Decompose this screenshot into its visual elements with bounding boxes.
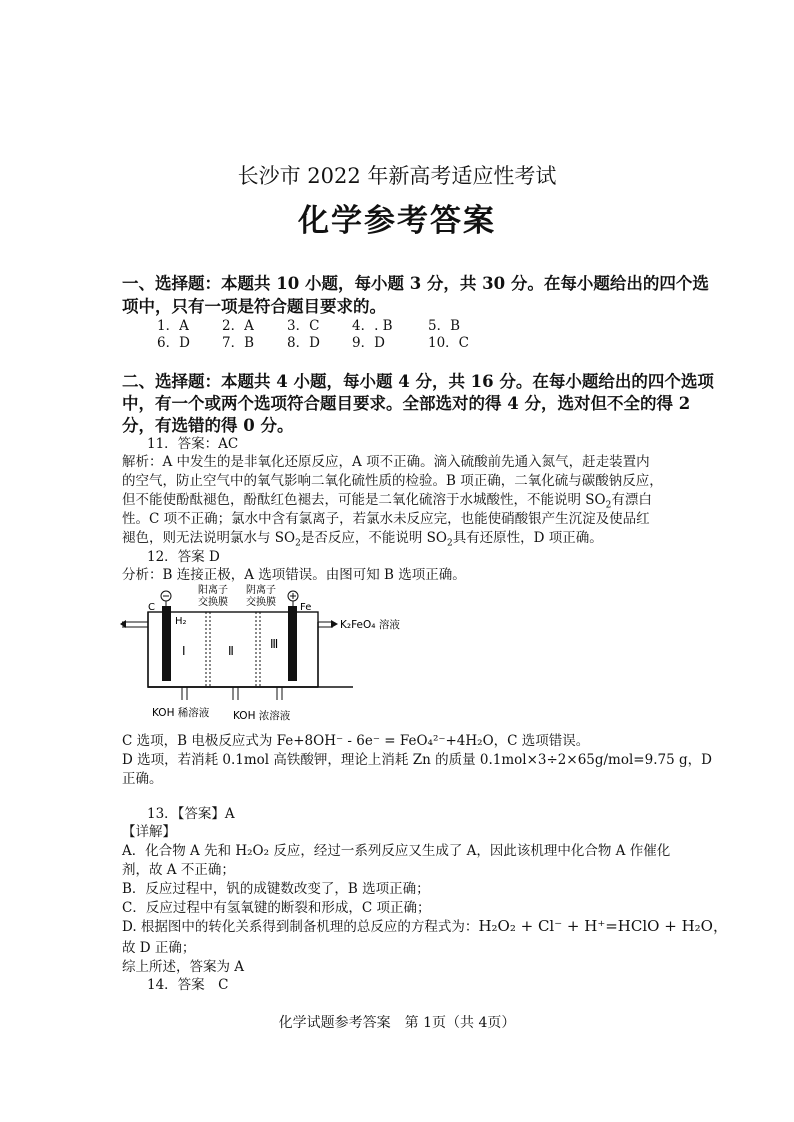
q12-analysis: 分析：B 连接正极，A 选项错误。由图可知 B 选项正确。 — [122, 567, 466, 583]
q13-line: B．反应过程中，钒的成键数改变了，B 选项正确； — [122, 881, 430, 897]
q13-summary: 综上所述，答案为 A — [122, 959, 245, 975]
q11-line: 褪色，则无法说明氯水与 $SO_2$是否反应，不能说明 $SO_2$具有还原性，D 项正确。 — [122, 530, 603, 549]
q14-answer: 14．答案 C — [147, 977, 229, 993]
section1-heading-line2: 项中，只有一项是符合题目要求的。 — [122, 297, 386, 316]
arrow-right-icon — [331, 620, 338, 628]
exam-title: 长沙市 2022 年新高考适应性考试 — [237, 164, 557, 188]
equation: H₂O₂ + Cl⁻ + H⁺=HClO + H₂O， — [478, 917, 728, 935]
q13-answer: 13．【答案】A — [147, 806, 235, 822]
q11-line: 解析：A 中发生的是非氧化还原反应，A 项不正确。滴入硫酸前先通入氮气，赶走装置内 — [122, 454, 650, 470]
q13-line: A．化合物 A 先和 H₂O₂ 反应，经过一系列反应又生成了 A，因此该机理中化合物 A 作催化 — [122, 843, 671, 859]
cell-3-label: Ⅲ — [270, 637, 279, 651]
q11-line: 但不能使酚酞褪色，酚酞红色褪去，可能是二氧化硫溶于水城酸性，不能说明 $SO_2$有漂白 — [122, 492, 652, 511]
q13-line: C．反应过程中有氢氧键的断裂和形成，C 项正确； — [122, 900, 431, 916]
in-right-label: KOH 浓溶液 — [233, 710, 291, 722]
section1-heading-line1: 一、选择题：本题共 10 小题，每小题 3 分，共 30 分。在每小题给出的四个选 — [122, 274, 709, 293]
q12-c-line: C 选项，B 电极反应式为 Fe+8OH⁻ - 6e⁻ = FeO₄²⁻+4H₂O，C 选项错误。 — [122, 733, 590, 749]
cell-2-label: Ⅱ — [228, 644, 234, 658]
answer-item: 8．D — [287, 335, 320, 351]
answer-item: 6．D — [157, 335, 190, 351]
section2-heading-line2: 中，有一个或两个选项符合题目要求。全部选对的得 4 分，选对但不全的得 2 — [122, 394, 691, 413]
page-footer: 化学试题参考答案 第 1页（共 4页） — [278, 1015, 516, 1031]
section2-heading-line3: 分，有选错的得 0 分。 — [122, 416, 294, 435]
label-h2: H₂ — [175, 616, 187, 627]
q11-answer: 11．答案：AC — [147, 436, 239, 452]
q13-line: D. 根据图中的转化关系得到制备机理的总反应的方程式为：H₂O₂ + Cl⁻ + H⁺=HClO + H₂O， — [122, 917, 728, 935]
answer-item: 3．C — [287, 318, 320, 334]
q13-line: 剂，故 A 不正确； — [122, 862, 235, 878]
answer-item: 2．A — [222, 318, 254, 334]
section2-heading-line1: 二、选择题：本题共 4 小题，每小题 4 分，共 16 分。在每小题给出的四个选项 — [122, 372, 714, 391]
q13-detail: 【详解】 — [122, 824, 176, 840]
document-title: 化学参考答案 — [298, 203, 496, 239]
q12-d-line: 正确。 — [122, 771, 163, 787]
q11-line: 的空气，防止空气中的氧气影响二氧化硫性质的检验。B 项正确，二氧化硫与碳酸钠反应， — [122, 473, 663, 489]
q11-line: 性。C 项不正确；氯水中含有氯离子，若氯水未反应完，也能使硝酸银产生沉淀及使品红 — [122, 511, 650, 527]
membrane-left-label: 交换膜 — [198, 597, 228, 608]
membrane-left-label: 阳离子 — [198, 585, 228, 596]
in-left-label: KOH 稀溶液 — [152, 707, 210, 719]
membrane-right-label: 交换膜 — [246, 597, 276, 608]
label-c: C — [148, 602, 155, 613]
cell-1-label: Ⅰ — [182, 644, 186, 658]
q12-d-line: D 选项，若消耗 0.1mol 高铁酸钾，理论上消耗 Zn 的质量 0.1mol×3÷2×65g/mol=9.75 g，D — [122, 752, 712, 768]
answer-item: 1．A — [157, 318, 189, 334]
q12-answer: 12．答案 D — [147, 549, 220, 565]
answer-item: 10．C — [428, 335, 470, 351]
out-right-label: K₂FeO₄ 溶液 — [340, 619, 400, 631]
membrane-right-label: 阴离子 — [246, 585, 276, 596]
answer-item: 7．B — [222, 335, 255, 351]
electrode-c — [162, 606, 171, 681]
electrode-fe — [288, 606, 297, 681]
answer-item: 5．B — [428, 318, 461, 334]
answer-item: 9．D — [352, 335, 385, 351]
q13-line: 故 D 正确； — [122, 940, 196, 956]
answer-item: 4．. B — [352, 318, 393, 334]
label-fe: Fe — [300, 602, 312, 613]
electrolysis-diagram — [118, 582, 448, 724]
